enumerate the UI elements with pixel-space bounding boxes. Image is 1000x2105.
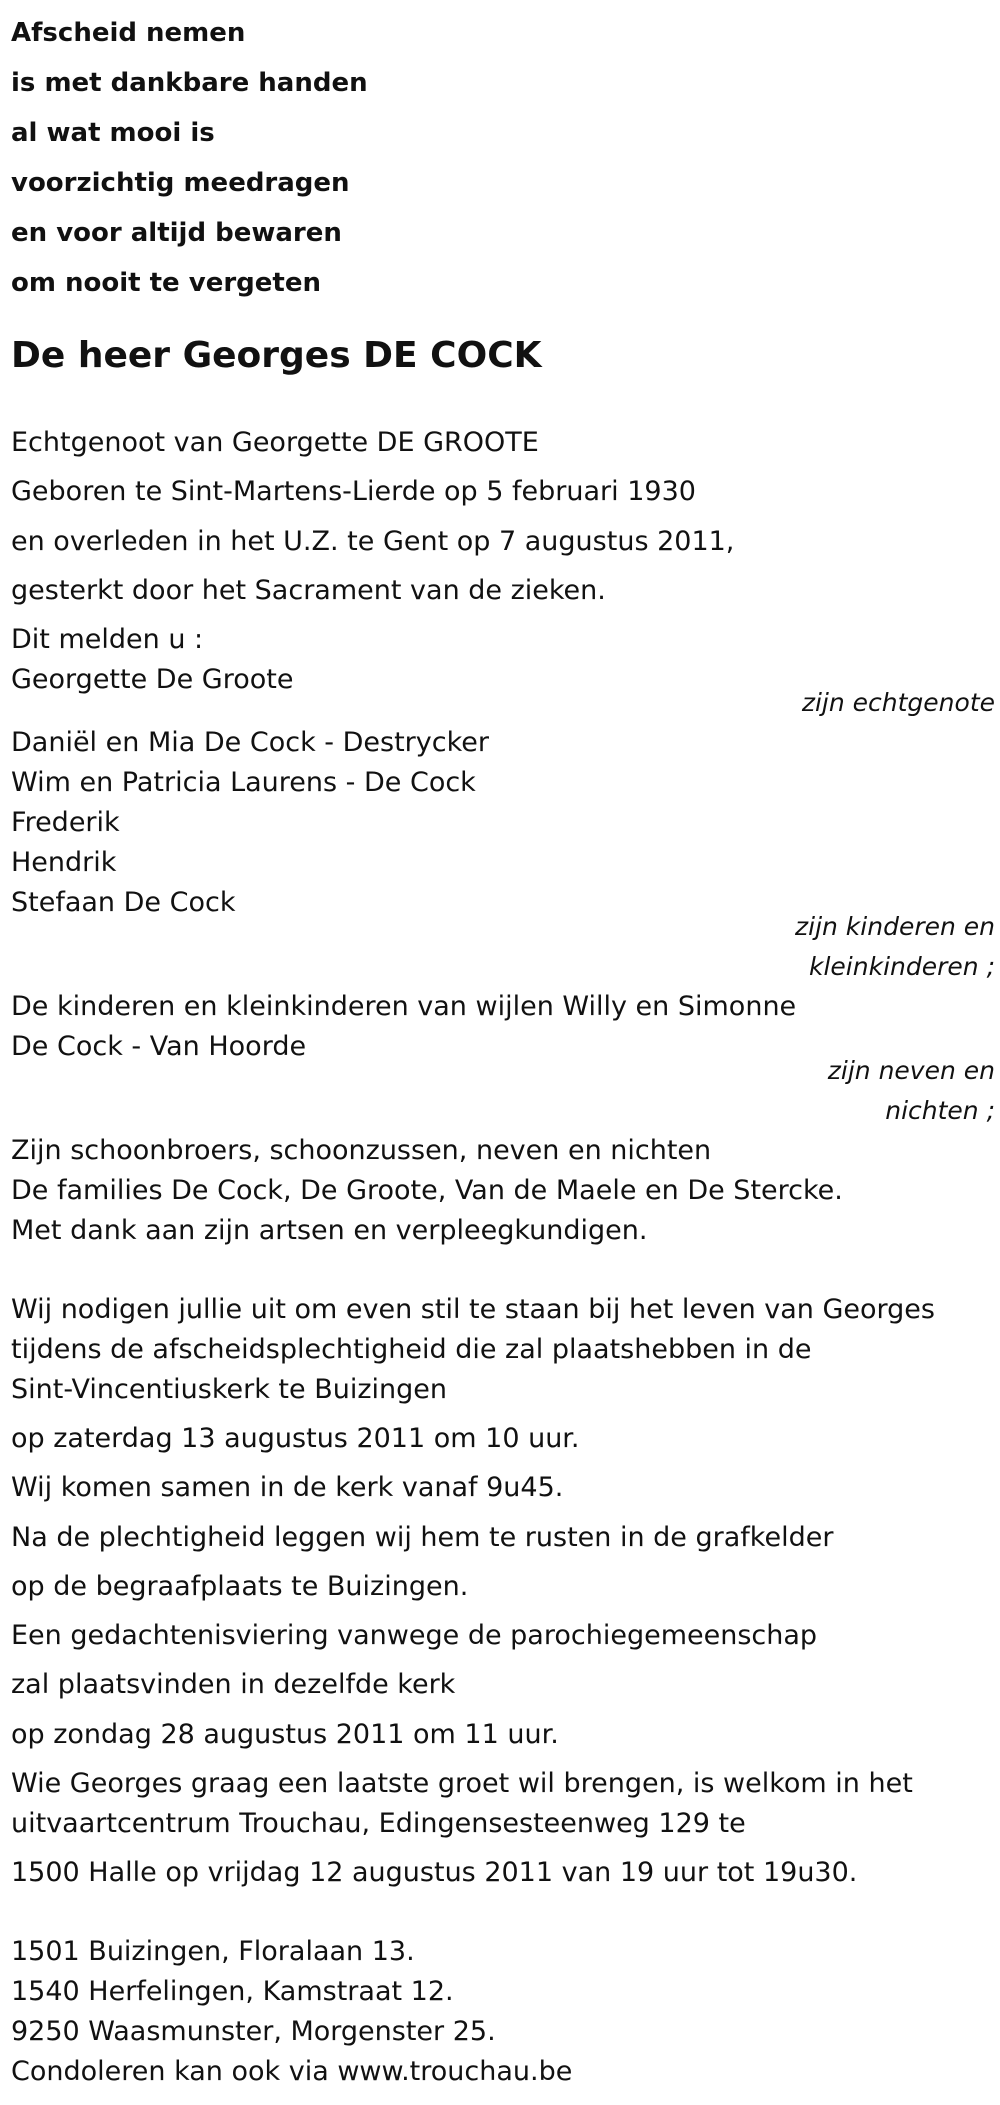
nephews-role: zijn neven en: [827, 1056, 995, 1085]
invitation-line: Sint-Vincentiuskerk te Buizingen: [11, 1374, 447, 1405]
thanks-line: Met dank aan zijn artsen en verpleegkundigen.: [11, 1215, 648, 1246]
child-name: Wim en Patricia Laurens - De Cock: [11, 767, 476, 798]
invitation-line: tijdens de afscheidsplechtigheid die zal plaatshebben in de: [11, 1334, 812, 1365]
memorial-line: zal plaatsvinden in dezelfde kerk: [11, 1669, 456, 1700]
announcement-intro: Dit melden u :: [11, 624, 204, 655]
visit-line: 1500 Halle op vrijdag 12 augustus 2011 van 19 uur tot 19u30.: [11, 1857, 858, 1888]
child-name: Hendrik: [11, 847, 117, 878]
nephews-role: nichten ;: [885, 1096, 995, 1125]
address-line: 9250 Waasmunster, Morgenster 25.: [11, 2016, 496, 2047]
poem-line: Afscheid nemen: [11, 18, 246, 48]
birth-line: Geboren te Sint-Martens-Lierde op 5 februari 1930: [11, 476, 696, 507]
burial-line: Na de plechtigheid leggen wij hem te rusten in de grafkelder: [11, 1522, 834, 1553]
child-name: Daniël en Mia De Cock - Destrycker: [11, 727, 489, 758]
family-line: De families De Cock, De Groote, Van de Maele en De Stercke.: [11, 1175, 843, 1206]
nephews-name: De kinderen en kleinkinderen van wijlen Willy en Simonne: [11, 991, 797, 1022]
gathering-line: Wij komen samen in de kerk vanaf 9u45.: [11, 1472, 564, 1503]
ceremony-date: op zaterdag 13 augustus 2011 om 10 uur.: [11, 1423, 580, 1454]
visit-line: uitvaartcentrum Trouchau, Edingensesteenweg 129 te: [11, 1808, 746, 1839]
children-role: zijn kinderen en: [795, 912, 995, 941]
spouse-name: Georgette De Groote: [11, 664, 294, 695]
deceased-name: De heer Georges DE COCK: [11, 335, 542, 376]
children-role: kleinkinderen ;: [809, 952, 995, 981]
visit-line: Wie Georges graag een laatste groet wil brengen, is welkom in het: [11, 1768, 913, 1799]
poem-line: en voor altijd bewaren: [11, 218, 342, 248]
poem-line: is met dankbare handen: [11, 68, 368, 98]
nephews-name: De Cock - Van Hoorde: [11, 1031, 307, 1062]
burial-line: op de begraafplaats te Buizingen.: [11, 1571, 469, 1602]
address-line: 1540 Herfelingen, Kamstraat 12.: [11, 1976, 454, 2007]
child-name: Stefaan De Cock: [11, 887, 236, 918]
sacrament-line: gesterkt door het Sacrament van de zieken.: [11, 575, 606, 606]
memorial-line: Een gedachtenisviering vanwege de parochiegemeenschap: [11, 1620, 818, 1651]
poem-line: om nooit te vergeten: [11, 268, 321, 298]
spouse-line: Echtgenoot van Georgette DE GROOTE: [11, 427, 539, 458]
death-line: en overleden in het U.Z. te Gent op 7 augustus 2011,: [11, 526, 735, 557]
spouse-role: zijn echtgenote: [801, 688, 995, 717]
address-line: 1501 Buizingen, Floralaan 13.: [11, 1936, 415, 1967]
condolence-line: Condoleren kan ook via www.trouchau.be: [11, 2056, 573, 2087]
poem-line: voorzichtig meedragen: [11, 168, 350, 198]
invitation-line: Wij nodigen jullie uit om even stil te staan bij het leven van Georges: [11, 1294, 935, 1325]
poem: [11, 8, 368, 308]
poem-line: al wat mooi is: [11, 118, 215, 148]
memorial-line: op zondag 28 augustus 2011 om 11 uur.: [11, 1719, 559, 1750]
family-line: Zijn schoonbroers, schoonzussen, neven en nichten: [11, 1135, 712, 1166]
child-name: Frederik: [11, 807, 120, 838]
